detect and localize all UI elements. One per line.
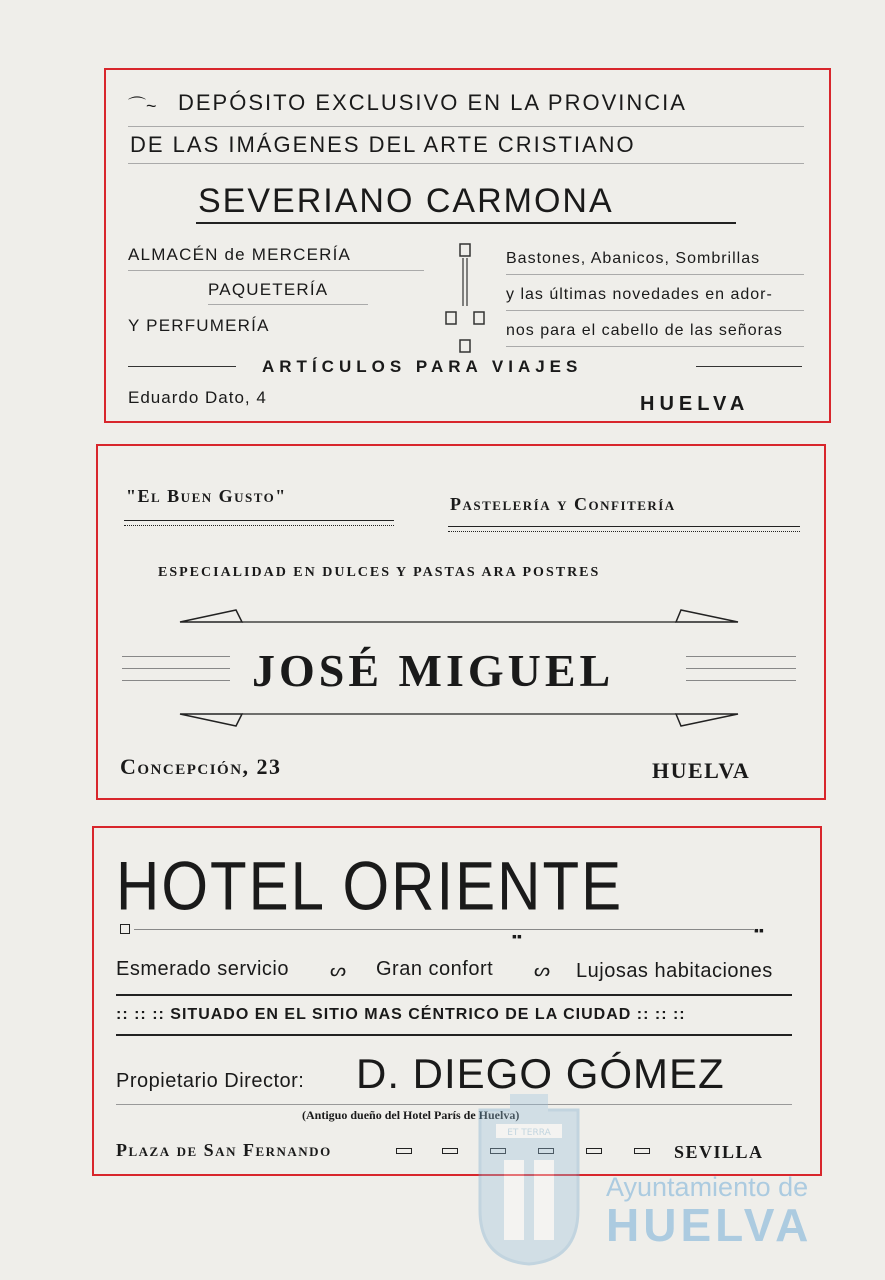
divider (128, 270, 424, 271)
ad2-name: JOSÉ MIGUEL (252, 645, 615, 696)
ornament-icon: ▪▪ (754, 922, 764, 938)
ad1-city: HUELVA (640, 393, 750, 415)
divider (506, 346, 804, 347)
ad-jose-miguel (96, 444, 826, 800)
ad1-right-line: nos para el cabello de las señoras (506, 322, 783, 339)
ad3-city: SEVILLA (674, 1142, 764, 1162)
divider (208, 304, 368, 305)
divider (686, 656, 796, 657)
ornament-icon (444, 242, 490, 357)
divider (122, 656, 230, 657)
ad1-header-line1: DEPÓSITO EXCLUSIVO EN LA PROVINCIA (178, 90, 687, 115)
divider (128, 366, 236, 367)
ornament-icon: ⌒~ (128, 96, 157, 116)
divider (116, 1104, 792, 1105)
ad1-left-line: ALMACÉN de MERCERÍA (128, 245, 352, 264)
ad3-service: Gran confort (376, 958, 494, 980)
ad3-note: (Antiguo dueño del Hotel París de Huelva) (302, 1108, 520, 1122)
ad1-right-line: y las últimas novedades en ador- (506, 286, 773, 303)
ornament-icon: ▪▪ (512, 928, 522, 944)
divider (686, 668, 796, 669)
divider (506, 310, 804, 311)
ornament-icon: ᔕ (330, 960, 347, 980)
ad3-service: Esmerado servicio (116, 958, 290, 980)
ad3-owner-label: Propietario Director: (116, 1070, 305, 1092)
ornament-icon (634, 1148, 650, 1154)
ad1-right-line: Bastones, Abanicos, Sombrillas (506, 250, 761, 267)
ad1-header-line2: DE LAS IMÁGENES DEL ARTE CRISTIANO (130, 132, 636, 157)
ad3-title: HOTEL ORIENTE (116, 847, 624, 925)
ad2-speciality: ESPECIALIDAD EN DULCES Y PASTAS ARA POSTRES (158, 565, 601, 580)
divider (128, 163, 804, 164)
ad-severiano-carmona (104, 68, 831, 423)
seal-text: ET TERRA (507, 1128, 551, 1138)
divider (134, 929, 754, 930)
ornament-icon (120, 924, 130, 934)
divider (124, 520, 394, 526)
ad2-address: Concepción, 23 (120, 754, 282, 779)
ad2-city: HUELVA (652, 758, 751, 783)
ad3-location: :: :: :: SITUADO EN EL SITIO MAS CÉNTRICO DE LA CIUDAD :: :: :: (116, 1006, 686, 1023)
ad3-address: Plaza de San Fernando (116, 1140, 332, 1160)
ad1-left-line: Y PERFUMERÍA (128, 316, 270, 335)
divider (448, 526, 800, 532)
divider (116, 994, 792, 996)
ad1-articles: ARTÍCULOS PARA VIAJES (262, 357, 583, 376)
ad3-owner: D. DIEGO GÓMEZ (356, 1050, 725, 1097)
divider (686, 680, 796, 681)
city-seal-icon (470, 1090, 588, 1266)
ad1-address: Eduardo Dato, 4 (128, 388, 267, 407)
divider (122, 668, 230, 669)
divider (116, 1034, 792, 1036)
ad2-slogan: "El Buen Gusto" (126, 486, 287, 506)
ad2-trade: Pastelería y Confitería (450, 494, 676, 514)
ad1-name: SEVERIANO CARMONA (198, 182, 614, 220)
watermark-line2: HUELVA (606, 1199, 813, 1251)
ad1-left-line: PAQUETERÍA (208, 280, 329, 299)
ornament-icon (586, 1148, 602, 1154)
ad-hotel-oriente (92, 826, 822, 1176)
ornament-icon: ᔕ (534, 960, 551, 980)
divider (696, 366, 802, 367)
divider (128, 126, 804, 127)
ornament-icon (442, 1148, 458, 1154)
ad3-service: Lujosas habitaciones (576, 960, 773, 982)
divider (506, 274, 804, 275)
name-underline (196, 222, 736, 224)
watermark-text (606, 1172, 813, 1251)
divider (122, 680, 230, 681)
watermark-line1: Ayuntamiento de (606, 1172, 809, 1202)
ornament-icon (396, 1148, 412, 1154)
